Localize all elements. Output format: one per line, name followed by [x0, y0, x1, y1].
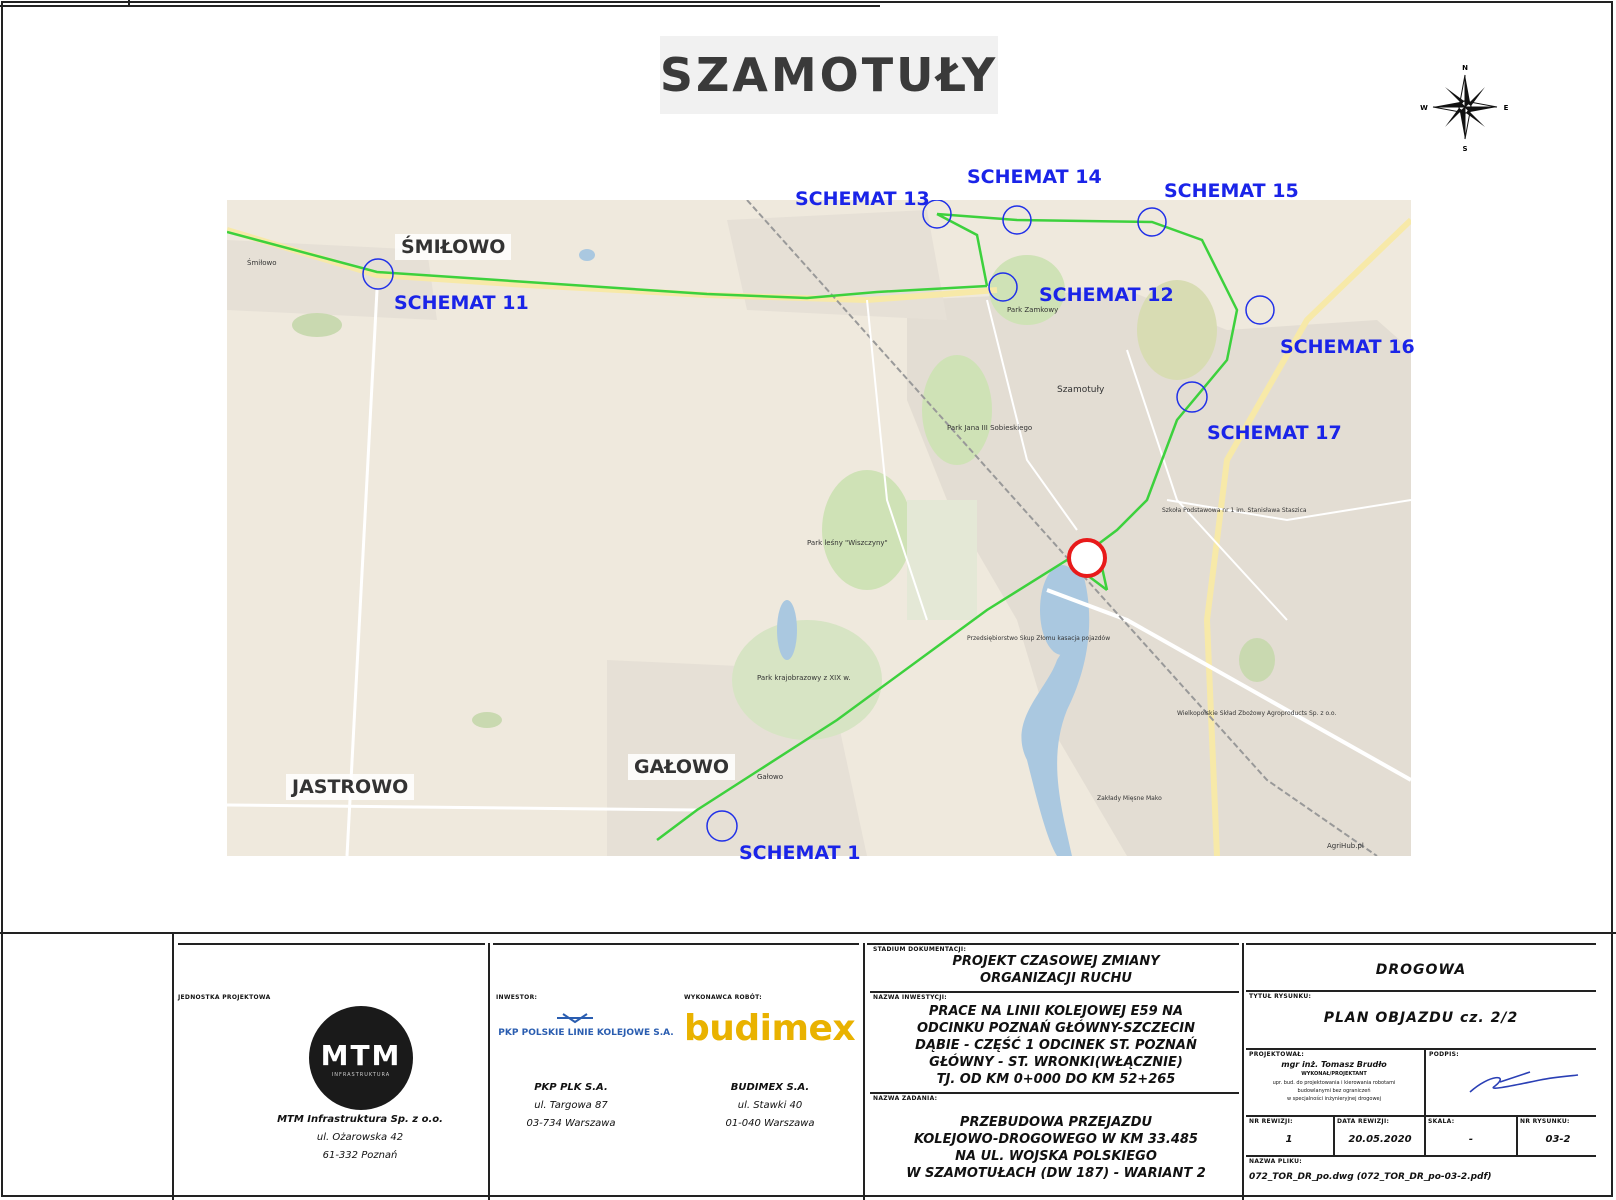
compass-e: E	[1503, 104, 1509, 112]
inwestycja-line-2: ODCINKU POZNAŃ GŁÓWNY-SZCZECIN	[917, 1021, 1195, 1036]
compass-s: S	[1462, 145, 1468, 152]
data-rewizji-label: DATA REWIZJI:	[1337, 1118, 1390, 1125]
schemat-13-label: SCHEMAT 13	[795, 188, 930, 210]
projektowal-label: PROJEKTOWAŁ:	[1249, 1051, 1305, 1058]
place-jastrowo: JASTROWO	[286, 774, 414, 800]
zadanie-line-1: PRZEBUDOWA PRZEJAZDU	[959, 1115, 1153, 1130]
budimex-logo: budimex	[684, 1008, 856, 1049]
zadanie-label: NAZWA ZADANIA:	[873, 1095, 938, 1102]
inwestycja-line-1: PRACE NA LINII KOLEJOWEJ E59 NA	[928, 1004, 1184, 1019]
label-szamotuly-town: Szamotuły	[1057, 385, 1105, 395]
budimex-name: BUDIMEX S.A.	[730, 1082, 810, 1093]
nr-rysunku-label: NR RYSUNKU:	[1520, 1118, 1570, 1125]
nr-rewizji-label: NR REWIZJI:	[1249, 1118, 1293, 1125]
signature-icon	[1460, 1064, 1580, 1100]
pkp-city: 03-734 Warszawa	[526, 1118, 616, 1129]
titleblock-divider	[0, 932, 1616, 934]
nazwa-pliku: 072_TOR_DR_po.dwg (072_TOR_DR_po-03-2.pdf)	[1249, 1172, 1492, 1182]
inwestycja-line-5: TJ. OD KM 0+000 DO KM 52+265	[936, 1072, 1176, 1087]
label-park-sobieski: Park Jana III Sobieskiego	[947, 424, 1033, 432]
zadanie-line-4: W SZAMOTUŁACH (DW 187) - WARIANT 2	[906, 1166, 1206, 1181]
nazwa-pliku-label: NAZWA PLIKU:	[1249, 1158, 1302, 1165]
inwestycja-line-3: DĄBIE - CZĘŚĆ 1 ODCINEK ST. POZNAŃ	[915, 1038, 1197, 1053]
pkp-name: PKP PLK S.A.	[534, 1082, 608, 1093]
budimex-city: 01-040 Warszawa	[725, 1118, 815, 1129]
compass-w: W	[1420, 104, 1428, 112]
nr-rysunku: 03-2	[1545, 1134, 1571, 1145]
top-strip	[0, 0, 880, 7]
projektowal-role: WYKONAŁ/PROJEKTANT	[1301, 1071, 1367, 1077]
schemat-11-label: SCHEMAT 11	[394, 292, 529, 314]
place-galowo: GAŁOWO	[628, 754, 735, 780]
map-title: SZAMOTUŁY	[659, 48, 999, 102]
schemat-1-label: SCHEMAT 1	[739, 842, 861, 864]
skala-label: SKALA:	[1428, 1118, 1455, 1125]
pkp-street: ul. Targowa 87	[534, 1100, 608, 1111]
zadanie-line-3: NA UL. WOJSKA POLSKIEGO	[955, 1149, 1157, 1164]
mtm-name: MTM Infrastruktura Sp. z o.o.	[277, 1114, 443, 1125]
mtm-logo-sub: INFRASTRUKTURA	[331, 1071, 391, 1078]
inwestycja-label: NAZWA INWESTYCJI:	[873, 994, 947, 1001]
schemat-16-label: SCHEMAT 16	[1280, 336, 1415, 358]
label-smilowo-small: Śmiłowo	[247, 259, 277, 267]
compass-rose-icon	[1420, 62, 1510, 152]
place-smilowo: ŚMIŁOWO	[395, 234, 511, 260]
stadium-line2: ORGANIZACJI RUCHU	[980, 971, 1132, 986]
label-agrihub: AgriHub.pl	[1327, 842, 1364, 850]
label-szkola: Szkoła Podstawowa nr 1 im. Stanisława Staszica	[1162, 507, 1307, 514]
nr-rewizji: 1	[1285, 1134, 1293, 1145]
schemat-17-label: SCHEMAT 17	[1207, 422, 1342, 444]
schemat-14-label: SCHEMAT 14	[967, 166, 1102, 188]
tytul: PLAN OBJAZDU cz. 2/2	[1323, 1010, 1519, 1026]
budimex-street: ul. Stawki 40	[737, 1100, 803, 1111]
label-galowo-small: Gałowo	[757, 773, 783, 781]
stadium-line1: PROJEKT CZASOWEJ ZMIANY	[952, 954, 1160, 969]
projektowal-upr-3: w specjalności inżynieryjnej drogowej	[1286, 1096, 1382, 1102]
projektowal-upr-1: upr. bud. do projektowania i kierowania robotami	[1272, 1080, 1396, 1086]
projektowal-upr-2: budowlanymi bez ograniczeń	[1297, 1088, 1371, 1094]
label-park-lesny: Park leśny "Wiszczyny"	[807, 539, 888, 547]
branza: DROGOWA	[1375, 962, 1467, 978]
map-title-box	[660, 36, 998, 114]
label-park-zamkowy: Park Zamkowy	[1007, 306, 1059, 314]
label-skup-zlom: Przedsiębiorstwo Skup Złomu kasacja pojazdów	[967, 635, 1111, 642]
inwestor-label: INWESTOR:	[496, 994, 538, 1001]
mtm-city: 61-332 Poznań	[322, 1150, 398, 1161]
pkp-logo-text: PKP POLSKIE LINIE KOLEJOWE S.A.	[498, 1028, 674, 1038]
wykonawca-label: WYKONAWCA ROBÓT:	[684, 994, 762, 1001]
inwestycja-line-4: GŁÓWNY - ST. WRONKI(WŁĄCZNIE)	[929, 1055, 1183, 1070]
skala: -	[1468, 1134, 1474, 1145]
pkp-logo-icon	[555, 1010, 595, 1026]
schemat-15-label: SCHEMAT 15	[1164, 180, 1299, 202]
projektowal-name: mgr inż. Tomasz Brudło	[1281, 1060, 1387, 1069]
jednostka-label: JEDNOSTKA PROJEKTOWA	[178, 994, 271, 1001]
tytul-label: TYTUŁ RYSUNKU:	[1249, 993, 1312, 1000]
mtm-logo	[309, 1006, 413, 1110]
label-zaklady: Zakłady Mięsne Mako	[1097, 795, 1162, 802]
label-park-krajobrazowy: Park krajobrazowy z XIX w.	[757, 674, 851, 682]
mtm-street: ul. Ożarowska 42	[316, 1132, 404, 1143]
compass-n: N	[1462, 64, 1468, 72]
data-rewizji: 20.05.2020	[1348, 1134, 1412, 1145]
schemat-12-label: SCHEMAT 12	[1039, 284, 1174, 306]
titleblock-left-border	[172, 934, 174, 1200]
podpis-label: PODPIS:	[1429, 1051, 1459, 1058]
label-wielkopolskie: Wielkopolskie Skład Zbożowy Agroproducts Sp. z o.o.	[1177, 710, 1337, 717]
mtm-logo-text: MTM	[320, 1038, 402, 1072]
stadium-label: STADIUM DOKUMENTACJI:	[873, 946, 967, 953]
zadanie-line-2: KOLEJOWO-DROGOWEGO W KM 33.485	[914, 1132, 1198, 1147]
